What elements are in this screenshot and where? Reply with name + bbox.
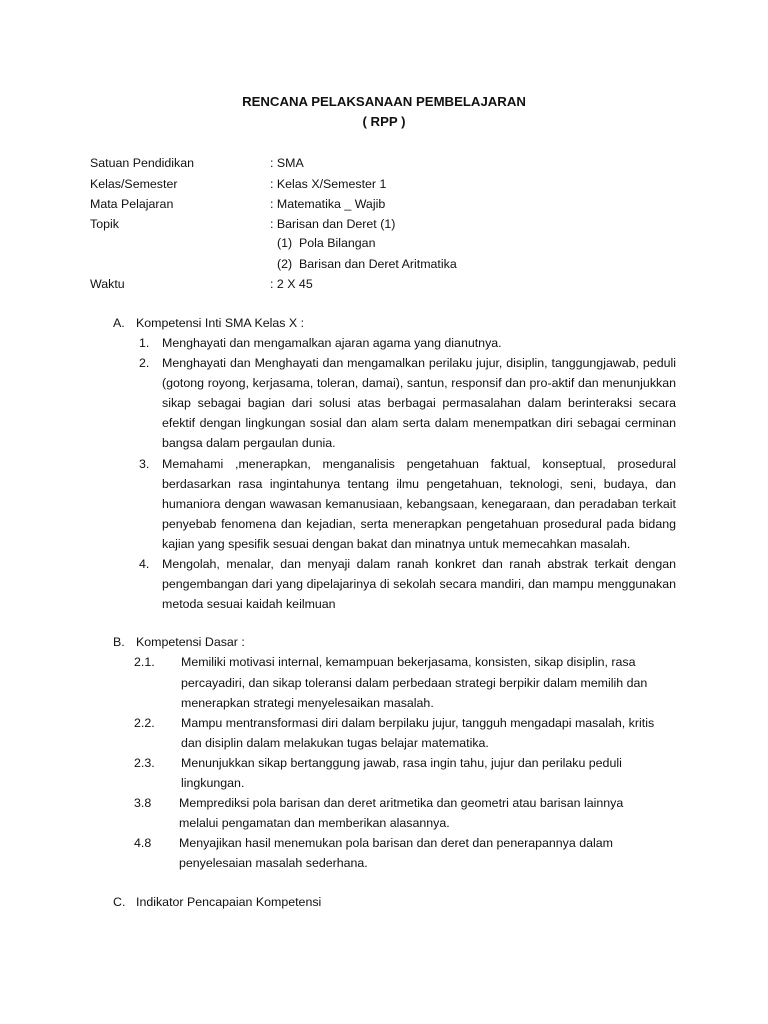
list-item-line: dan disiplin dalam melakukan tugas belajar matematika. <box>181 736 489 750</box>
list-item-line: Menyajikan hasil menemukan pola barisan dan deret dan penerapannya dalam <box>179 836 613 850</box>
document-subtitle: ( RPP ) <box>362 114 406 129</box>
topic-subitem-text: Barisan dan Deret Aritmatika <box>299 257 457 271</box>
identity-value-waktu: : 2 X 45 <box>270 277 313 291</box>
list-item-number: 4. <box>139 557 150 571</box>
list-item-line: penyelesaian masalah sederhana. <box>179 856 368 870</box>
topic-subitem-number: (2) <box>277 257 293 271</box>
list-item-text: Menghayati dan Menghayati dan mengamalkan perilaku jujur, disiplin, tanggungjawab, peduli (gotong royong, kerjasama, toleran, damai), santun, responsif dan pro-aktif dan menunjukkan sikap sebagai bagian dari solusi atas berbagai permasalahan dalam berinteraksi secara efektif dengan lingkungan sosial dan alam serta dalam menempatkan diri sebagai cerminan bangsa dalam pergaulan dunia. <box>162 356 676 450</box>
list-item-number: 2.2. <box>134 716 155 730</box>
identity-label-topik: Topik <box>90 217 119 231</box>
list-item-number: 3. <box>139 457 150 471</box>
list-item-number: 1. <box>139 336 150 350</box>
list-item-text: Mengolah, menalar, dan menyaji dalam ranah konkret dan ranah abstrak terkait dengan pengembangan dari yang dipelajarinya di sekolah secara mandiri, dan mampu menggunakan metoda sesuai kaidah keilmuan <box>162 557 676 611</box>
list-item-number: 2.1. <box>134 655 155 669</box>
identity-value-topik: : Barisan dan Deret (1) <box>270 217 396 231</box>
section-heading: Indikator Pencapaian Kompetensi <box>136 895 322 909</box>
identity-value-mapel: : Matematika _ Wajib <box>270 197 386 211</box>
list-item-number: 2. <box>139 356 150 370</box>
topic-subitem-number: (1) <box>277 236 293 250</box>
section-letter: C. <box>113 895 126 909</box>
list-item-line: Memiliki motivasi internal, kemampuan bekerjasama, konsisten, sikap disiplin, rasa <box>181 655 636 669</box>
list-item-number: 4.8 <box>134 836 152 850</box>
list-item-line: percayadiri, dan sikap toleransi dalam perbedaan strategi berpikir dalam memilih dan <box>181 676 648 690</box>
list-item-number: 3.8 <box>134 796 152 810</box>
identity-label-satuan: Satuan Pendidikan <box>90 156 195 170</box>
identity-label-waktu: Waktu <box>90 277 125 291</box>
identity-label-mapel: Mata Pelajaran <box>90 197 174 211</box>
list-item-line: lingkungan. <box>181 776 245 790</box>
section-heading: Kompetensi Dasar : <box>136 635 245 649</box>
identity-label-kelas: Kelas/Semester <box>90 177 178 191</box>
list-item-number: 2.3. <box>134 756 155 770</box>
list-item-line: Mampu mentransformasi diri dalam berpilaku jujur, tangguh mengadapi masalah, kritis <box>181 716 655 730</box>
topic-subitem-text: Pola Bilangan <box>299 236 376 250</box>
list-item-text: Menghayati dan mengamalkan ajaran agama yang dianutnya. <box>162 336 502 350</box>
list-item-line: melalui pengamatan dan memberikan alasannya. <box>179 816 450 830</box>
section-letter: A. <box>113 316 125 330</box>
list-item-line: Memprediksi pola barisan dan deret aritmetika dan geometri atau barisan lainnya <box>179 796 624 810</box>
identity-value-kelas: : Kelas X/Semester 1 <box>270 177 387 191</box>
document-title: RENCANA PELAKSANAAN PEMBELAJARAN <box>242 94 526 109</box>
list-item-text: Memahami ,menerapkan, menganalisis pengetahuan faktual, konseptual, prosedural berdasarkan rasa ingintahunya tentang ilmu pengetahuan, teknologi, seni, budaya, dan humaniora dengan wawasan kemanusiaan, kebangsaan, kenegaraan, dan peradaban terkait penyebab fenomena dan kejadian, serta menerapkan pengetahuan prosedural pada bidang kajian yang spesifik sesuai dengan bakat dan minatnya untuk memecahkan masalah. <box>162 457 676 551</box>
section-heading: Kompetensi Inti SMA Kelas X : <box>136 316 305 330</box>
list-item-line: menerapkan strategi menyelesaikan masalah. <box>181 696 434 710</box>
list-item-line: Menunjukkan sikap bertanggung jawab, rasa ingin tahu, jujur dan perilaku peduli <box>181 756 622 770</box>
section-letter: B. <box>113 635 125 649</box>
identity-value-satuan: : SMA <box>270 156 304 170</box>
